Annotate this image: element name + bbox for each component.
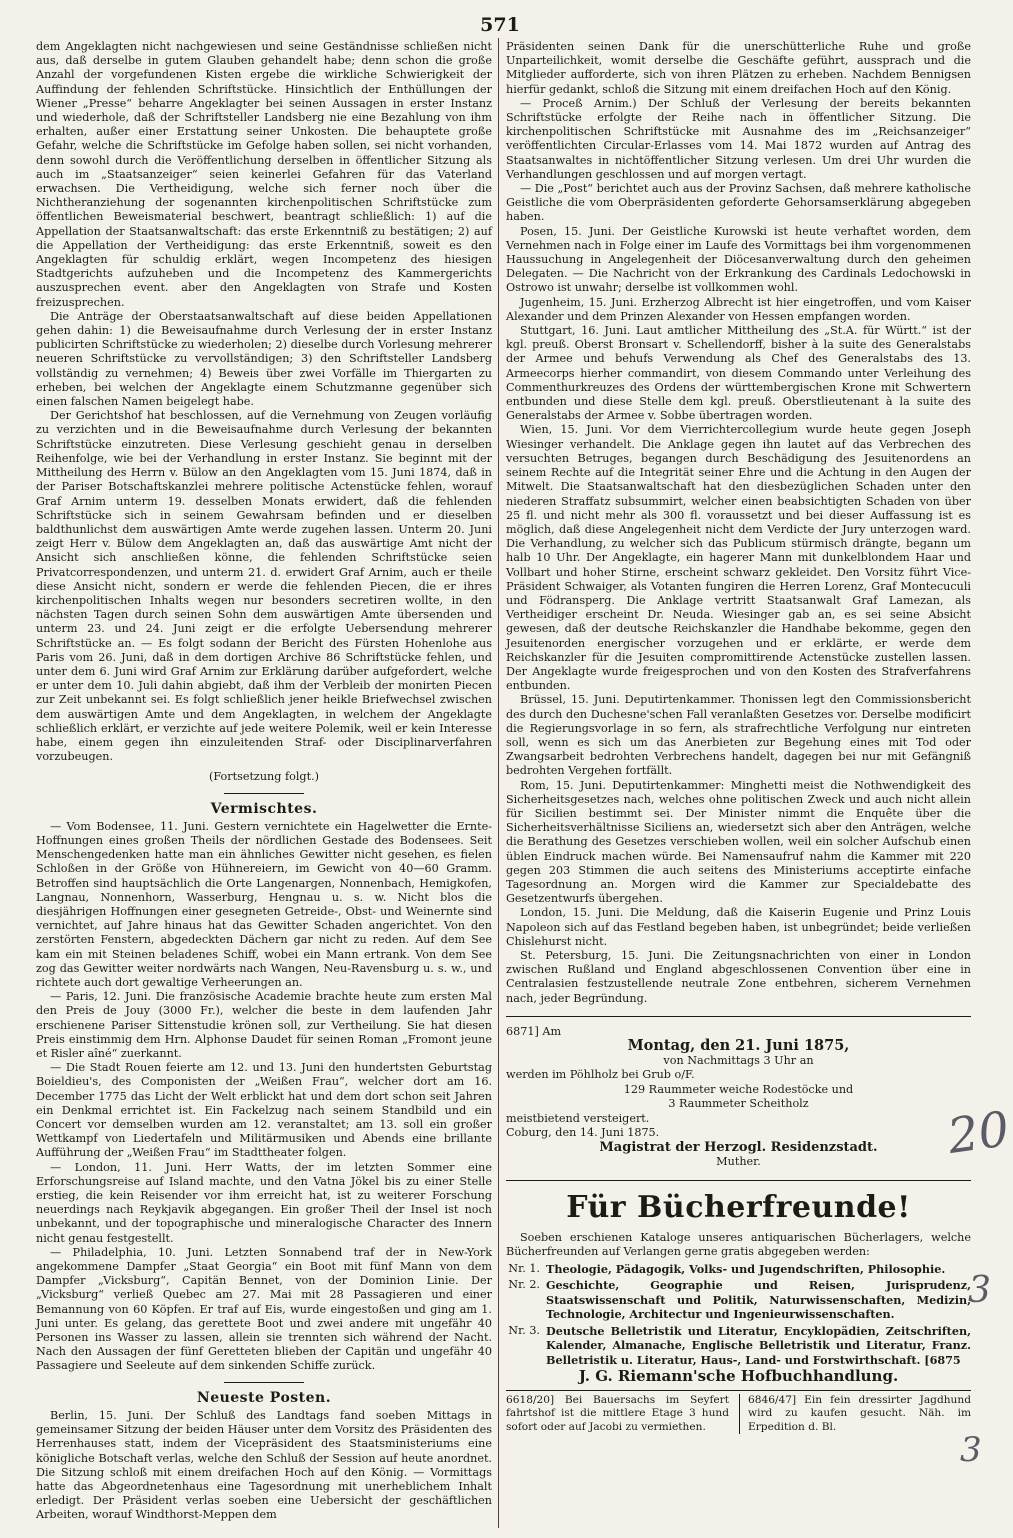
article-paragraph: Der Gerichtshof hat beschlossen, auf die Vernehmung von Zeugen vorläufig zu verzichten und in die Beweisaufnahme durch Verlesung der bekannten Schriftstücke einzutreten. Diese Verlesung geschieht genau in derselben Reihenfolge, wie bei der Verhandlung in erster Instanz. Sie beginnt mit der Mittheilung des Herrn v. Bülow an den Angeklagten vom 15. Juni 1874, daß in der Pariser Botschaftskanzlei mehrere politische Actenstücke fehlen, worauf Graf Arnim unterm 19. desselben Monats erwidert, daß die fehlenden Schriftstücke sich in seinem Gewahrsam befinden und er dieselben baldthunlichst dem auswärtigen Amte werde zugehen lassen. Unterm 20. Juni zeigt Herr v. Bülow dem Angeklagten an, daß das auswärtige Amt nicht der Ansicht sich anschließen könne, die fehlenden Schriftstücke seien Privatcorrespondenzen, und unterm 21. d. erwidert Graf Arnim, auch er theile diese Ansicht nicht, sondern er werde die fehlenden Piecen, die er ihres kirchenpolitischen Inhalts wegen nur besonders secretiren wollte, in den nächsten Tagen durch seinen Sohn dem auswärtigen Amte übersenden und unterm 23. und 24. Juni zeigt er die erfolgte Uebersendung mehrerer Schriftstücke an. — Es folgt sodann der Bericht des Fürsten Hohenlohe aus Paris vom 26. Juni, daß in dem dortigen Archive 86 Schriftstücke fehlen, und unter dem 6. Juni wird Graf Arnim zur Erklärung darüber aufgefordert, welche er unter dem 10. Juli dahin abgiebt, daß ihm der Verbleib der monirten Piecen zur Zeit unbekannt sei. Es folgt schließlich jener heikle Briefwechsel zwischen dem auswärtigen Amte und dem Angeklagten, in welchem der Angeklagte schließlich erklärt, er verzichte auf jede weitere Polemik, weil er kein Interesse habe, einem gegen ihn einzuleitenden Straf- oder Disciplinarverfahren vorzubeugen. (36, 409, 492, 764)
notice-line: 129 Raummeter weiche Rodestöcke und (623, 1082, 854, 1096)
news-item: London, 15. Juni. Die Meldung, daß die Kaiserin Eugenie und Prinz Louis Napoleon sich auf das Festland begeben haben, ist unbegründet; beide verließen Chislehurst nicht. (506, 906, 971, 948)
right-column (506, 40, 971, 1525)
catalog-item (506, 1324, 971, 1368)
news-item: — Philadelphia, 10. Juni. Letzten Sonnabend traf der in New-York angekommene Dampfer „Staat Georgia“ ein Boot mit fünf Mann von dem Dampfer „Vicksburg“, Capitän Bennet, von der Dominion Linie. Der „Vicksburg“ verließ Quebec am 27. Mai mit 28 Passagieren und einer Bemannung von 60 Köpfen. Er traf auf Eis, wurde eingestoßen und ging am 1. Juni unter. Es gelang, das gerettete Boot und zwei andere mit ungefähr 40 Personen ins Wasser zu lassen, allein sie trennten sich während der Nacht. Nach den Aussagen der fünf Geretteten blieben der Capitän und ungefähr 40 Passagiere und Seeleute auf dem sinkenden Schiffe zurück. (36, 1245, 492, 1373)
notice-reference: 6871] Am (506, 1024, 562, 1038)
catalog-item (506, 1262, 971, 1277)
section-heading-neueste-posten: Neueste Posten. (196, 1389, 332, 1406)
continuation-note: (Fortsetzung folgt.) (208, 770, 319, 784)
auction-notice (506, 1025, 971, 1170)
article-paragraph: dem Angeklagten nicht nachgewiesen und seine Geständnisse schließen nicht aus, daß derselbe in gutem Glauben gehandelt habe; denn schon die große Anzahl der vorgefundenen Kisten ergebe die wirkliche Schwierigkeit der Auffindung der fehlenden Schriftstücke. Hinsichtlich der Enthüllungen der Wiener „Presse“ beharre Angeklagter bei seinen Aussagen in erster Instanz und wiederhole, daß der Schriftsteller Landsberg nie eine Bezahlung von ihm erhalten, außer einer Erstattung seiner Unkosten. Die behauptete große Gefahr, welche die Schriftstücke im Gefolge haben sollen, sei nicht vorhanden, denn sowohl durch die Veröffentlichung derselben in öffentlicher Sitzung als auch im „Staatsanzeiger“ seien keinerlei Gefahren für das Vaterland erwachsen. Die Vertheidigung, welche sich ferner noch über die Nichtheranziehung der sogenannten kirchenpolitischen Schriftstücke zum öffentlichen Beweismaterial beschwert, beantragt schließlich: 1) auf die Appellation der Staatsanwaltschaft: das erste Erkenntniß zu bestätigen; 2) auf die Appellation der Vertheidigung: das erste Erkenntniß, soweit es den Angeklagten für schuldig erklärt, wegen Incompetenz des hiesigen Stadtgerichts aufzuheben und die Incompetenz des Kammergerichts auszusprechen event. aber den Angeklagten von Strafe und Kosten freizusprechen. (36, 40, 492, 309)
left-column (36, 40, 492, 1525)
news-item: Berlin, 15. Juni. Der Schluß des Landtags fand soeben Mittags in gemeinsamer Sitzung der beiden Häuser unter dem Vorsitz des Präsidenten des Herrenhauses statt, indem der Vicepräsident des Staatsministeriums eine königliche Botschaft verlas, welche den Schluß der Session auf heute anordnet. Die Sitzung schloß mit einem dreifachen Hoch auf den König. — Vormittags hatte das Abgeordnetenhaus eine Tagesordnung mit unerheblichem Inhalt erledigt. Der Präsident verlas soeben eine Uebersicht der geschäftlichen Arbeiten, worauf Windthorst-Meppen dem (36, 1408, 492, 1522)
section-divider (224, 1382, 304, 1383)
news-item: — Vom Bodensee, 11. Juni. Gestern vernichtete ein Hagelwetter die Ernte-Hoffnungen eines großen Theils der nördlichen Gestade des Bodensees. Seit Menschengedenken hatte man ein ähnliches Gewitter nicht gesehen, es fielen Schloßen in der Größe von Hühnereiern, im Gewicht von 40—60 Gramm. Betroffen sind hauptsächlich die Orte Langenargen, Nonnenbach, Hemigkofen, Langnau, Nonnenhorn, Wasserburg, Hengnau u. s. w. Nicht blos die diesjährigen Hoffnungen einer gesegneten Getreide-, Obst- und Weinernte sind vernichtet, auf Jahre hinaus hat das Gewitter Schaden angerichtet. Von den zerstörten Fenstern, abgedeckten Dächern gar nicht zu reden. Auf dem See kam ein mit Steinen beladenes Schiff, wobei ein Mann ertrank. Von dem See zog das Gewitter weiter nordwärts nach Wangen, Neu-Ravensburg u. s. w., und richtete auch dort gewaltige Verheerungen an. (36, 819, 492, 989)
classified-ad: 6846/47] Ein fein dressirter Jagdhund wird zu kaufen gesucht. Näh. im Erpedition d. Bl. (739, 1394, 971, 1435)
news-item: — Die „Post“ berichtet auch aus der Provinz Sachsen, daß mehrere katholische Geistliche die vom Oberpräsidenten geforderte Gehorsamserklärung abgegeben haben. (506, 182, 972, 224)
book-catalog-ad (506, 1189, 971, 1384)
news-item: Posen, 15. Juni. Der Geistliche Kurowski ist heute verhaftet worden, dem Vernehmen nach in Folge einer im Laufe des Vormittags bei ihm vorgenommenen Haussuchung in Angelegenheit der Diöcesanverwaltung durch den geheimen Delegaten. — Die Nachricht von der Erkrankung des Cardinals Ledochowski in Ostrowo ist unwahr; derselbe ist vollkommen wohl. (506, 224, 971, 295)
news-item: — London, 11. Juni. Herr Watts, der im letzten Sommer eine Erforschungsreise auf Island machte, und den Vatna Jökel bis zu einer Stelle erstieg, die kein Reisender vor ihm erreicht hat, ist zu weiterer Forschung neuerdings nach Reykjavik abgegangen. Ein großer Theil der Insel ist noch unbekannt, und der topographische und mineralogische Character des Innern nicht genau festgestellt. (36, 1160, 492, 1245)
notice-line: werden im Pöhlholz bei Grub o/F. (506, 1068, 695, 1082)
catalog-text: Geschichte, Geographie und Reisen, Jurisprudenz, Staatswissenschaft und Politik, Naturwissenschaften, Medizin, Technologie, Architectur und Ingenieurwissenschaften. (546, 1278, 971, 1322)
section-heading-vermischtes: Vermischtes. (210, 800, 318, 817)
news-item: Rom, 15. Juni. Deputirtenkammer: Minghetti meist die Nothwendigkeit des Sicherheitsgesetzes nach, welches ohne politischen Zweck und auch nicht allein für Sicilien bestimmt sei. Der Minister nimmt die Enquête über die Sicherheitsverhältnisse Siciliens an, wiedersetzt sich aber den Anträgen, welche die Berathung des Gesetzes verschieben wollen, weil ein solcher Aufschub einen üblen Eindruck machen würde. Bei Namensaufruf nahm die Kammer mit 220 gegen 203 Stimmen die auch seitens des Ministeriums acceptirte einfache Tagesordnung an. Morgen wird die Kammer zur Specialdebatte des Gesetzentwurfs übergehen. (506, 778, 971, 906)
publisher-name: J. G. Riemann'sche Hofbuchhandlung. (578, 1367, 899, 1386)
news-item: Präsidenten seinen Dank für die unerschütterliche Ruhe und große Unparteilichkeit, womit derselbe die Geschäfte geführt, aussprach und die Mitglieder aufforderte, sich von ihren Plätzen zu erheben. Nachdem Bennigsen hierfür gedankt, schloß die Sitzung mit einem dreifachen Hoch auf den König. (506, 40, 971, 96)
news-item: Wien, 15. Juni. Vor dem Vierrichtercollegium wurde heute gegen Joseph Wiesinger verhandelt. Die Anklage gegen ihn lautet auf das Verbrechen des versuchten Betruges, begangen durch Beschädigung des Jesuitenordens an seinem Rechte auf die Integrität seiner Ehre und die Achtung in den Augen der Mitwelt. Die Staatsanwaltschaft hat den diesbezüglichen Schaden unter den niederen Straffatz subsummirt, welcher einen beabsichtigten Schaden von über 25 fl. und nicht mehr als 300 fl. voraussetzt und bei dieser Auffassung ist es möglich, daß diese Angelegenheit nicht dem Verdicte der Jury unterzogen ward. Die Verhandlung, zu welcher sich das Publicum stürmisch drängte, begann um halb 10 Uhr. Der Angeklagte, ein hagerer Mann mit dunkelblondem Haar und Vollbart und hoher Stirne, erscheint schwarz gekleidet. Den Vorsitz führt Vice-Präsident Schwaiger, als Votanten fungiren die Herren Lorenz, Graf Montecuculi und Födransperg. Die Anklage vertritt Staatsanwalt Graf Lamezan, als Vertheidiger erscheint Dr. Neuda. Wiesinger gab an, es sei seine Absicht gewesen, daß der deutsche Reichskanzler die Handhabe bekomme, gegen den Jesuitenorden energischer vorzugehen und er erklärte, er werde dem Reichskanzler für die Jesuiten compromittirende Actenstücke zustellen lassen. Der Angeklagte wurde freigesprochen und von den Kosten des Strafverfahrens entbunden. (506, 423, 971, 693)
news-item: Stuttgart, 16. Juni. Laut amtlicher Mittheilung des „St.A. für Württ.“ ist der kgl. preuß. Oberst Bronsart v. Schellendorff, bisher à la suite des Generalstabs der Armee und behufs Verwendung als Chef des Generalstabs des 13. Armeecorps hierher commandirt, von diesem Commando unter Verleihung des Commenthurkreuzes des Ordens der württembergischen Krone mit Schwertern entbunden und diese Stelle dem kgl. preuß. Oberstlieutenant à la suite des Generalstabs der Armee v. Sobbe übertragen worden. (506, 324, 971, 423)
catalog-item (506, 1278, 971, 1322)
classified-ads (506, 1390, 971, 1435)
catalog-number: Nr. 1. (508, 1261, 540, 1275)
notice-time: von Nachmittags 3 Uhr an (663, 1053, 814, 1067)
news-item: — Die Stadt Rouen feierte am 12. und 13. Juni den hundertsten Geburtstag Boieldieu's, des Componisten der „Weißen Frau“, welcher dort am 16. December 1775 das Licht der Welt erblickt hat und dem dort schon seit Jahren ein Denkmal errichtet ist. Ein Fackelzug nach seinem Standbild und ein Concert vor demselben wurden am 12. veranstaltet; am 13. soll ein großer Wettkampf von Liedertafeln und Militärmusiken und Abends eine brillante Aufführung der „Weißen Frau“ im Stadttheater folgen. (36, 1061, 492, 1160)
catalog-number: Nr. 3. (508, 1323, 540, 1337)
handwritten-mark: 20 (944, 1101, 1013, 1165)
notice-line: meistbietend versteigert. (506, 1111, 650, 1125)
news-item: — Proceß Arnim.) Der Schluß der Verlesung der bereits bekannten Schriftstücke erfolgte der Reihe nach in öffentlicher Sitzung. Die kirchenpolitischen Schriftstücke mit Ausnahme des im „Reichsanzeiger“ veröffentlichten Circular-Erlasses vom 14. Mai 1872 wurden auf Antrag des Staatsanwaltes in nichtöffentlicher Sitzung verlesen. Um drei Uhr wurden die Verhandlungen geschlossen und auf morgen vertagt. (506, 96, 971, 181)
handwritten-mark: 3 (960, 1430, 982, 1470)
ad-title: Für Bücherfreunde! (566, 1189, 911, 1225)
classified-ad-text: 6618/20] Bei Bauersachs im Seyfert (506, 1393, 729, 1406)
classified-ad-text: fahrtshof ist die mittlere Etage 3 hund sofort oder auf Jacobi zu vermiethen. (506, 1407, 729, 1433)
notice-line: 3 Raummeter Scheitholz (668, 1097, 809, 1111)
news-item: — Paris, 12. Juni. Die französische Academie brachte heute zum ersten Mal den Preis de Jouy (3000 Fr.), welcher die beste in dem laufenden Jahr erschienene Pariser Sittenstudie krönen soll, zur Vertheilung. Sie hat diesen Preis einstimmig dem Hrn. Alphonse Daudet für seinen Roman „Fromont jeune et Risler aîné“ zuerkannt. (36, 990, 492, 1061)
page-number: 571 (480, 14, 520, 36)
notice-signer: Muther. (716, 1155, 761, 1169)
catalog-text: Deutsche Belletristik und Literatur, Encyklopädien, Zeitschriften, Kalender, Almanache, Englische Belletristik und Literatur, Franz. Belletristik u. Literatur, Haus-, Land- und Forstwirthschaft. [6875 (546, 1323, 971, 1367)
advertisement-divider (506, 1180, 971, 1181)
ad-intro: Soeben erschienen Kataloge unseres antiquarischen Bücherlagers, welche Bücherfreunden auf Verlangen gerne gratis abgegeben werden: (506, 1230, 971, 1259)
news-item: Brüssel, 15. Juni. Deputirtenkammer. Thonissen legt den Commissionsbericht des durch den Duchesne'schen Fall veranlaßten Gesetzes vor. Derselbe modificirt die Regierungsvorlage in so fern, als strafrechtliche Verfolgung nur eintreten soll, wenn es sich um das Anerbieten zur Begehung eines mit Tod oder Zwangsarbeit bedrohten Verbrechens handelt, dagegen bei nur mit Gefängniß bedrohten Vergehen fortfällt. (506, 693, 971, 778)
article-paragraph: Die Anträge der Oberstaatsanwaltschaft auf diese beiden Appellationen gehen dahin: 1) die Beweisaufnahme durch Verlesung der in erster Instanz publicirten Schriftstücke zu wiederholen; 2) dieselbe durch Vorlesung mehrerer neueren Schriftstücke zu vervollständigen; 3) den Schriftsteller Landsberg vollständig zu vernehmen; 4) Beweis über zwei Vorfälle im Thiergarten zu erheben, bei welchen der Angeklagte einem Schutzmanne gegenüber sich einen falschen Namen beigelegt habe. (36, 309, 492, 409)
handwritten-mark: 3 (968, 1270, 991, 1311)
column-divider (498, 38, 499, 1528)
notice-place-date: Coburg, den 14. Juni 1875. (506, 1126, 660, 1140)
catalog-text: Theologie, Pädagogik, Volks- und Jugendschriften, Philosophie. (546, 1261, 946, 1276)
notice-date: Montag, den 21. Juni 1875, (627, 1037, 850, 1055)
advertisement-divider (506, 1016, 971, 1017)
notice-signature: Magistrat der Herzogl. Residenzstadt. (599, 1139, 878, 1155)
section-divider (224, 793, 304, 794)
catalog-number: Nr. 2. (508, 1278, 540, 1292)
news-item: Jugenheim, 15. Juni. Erzherzog Albrecht ist hier eingetroffen, und vom Kaiser Alexander und dem Prinzen Alexander von Hessen empfangen worden. (506, 295, 971, 323)
news-item: St. Petersburg, 15. Juni. Die Zeitungsnachrichten von einer in London zwischen Rußland und England abgeschlossenen Convention über eine in Centralasien festzustellende neutrale Zone entbehren, sicherem Vernehmen nach, jeder Begründung. (506, 949, 971, 1005)
classified-ad (506, 1394, 729, 1435)
